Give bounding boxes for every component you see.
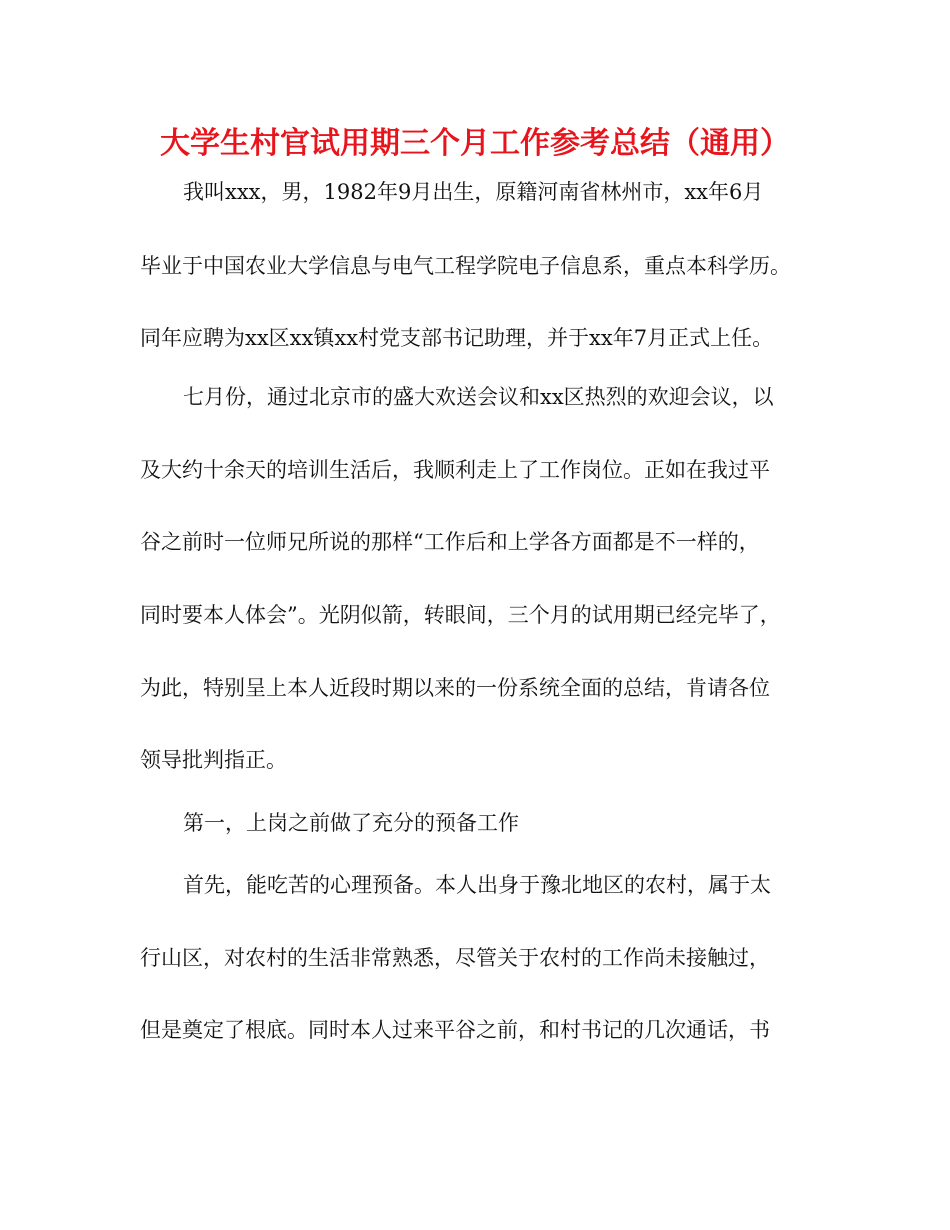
document-title: 大学生村官试用期三个月工作参考总结（通用） <box>160 126 790 161</box>
paragraph-line: 为此，特别呈上本人近段时期以来的一份系统全面的总结，肯请各位 <box>140 676 770 700</box>
paragraph-line: 同年应聘为xx区xx镇xx村党支部书记助理，并于xx年7月正式上任。 <box>140 326 774 350</box>
paragraph-line: 同时要本人体会”。光阴似箭，转眼间，三个月的试用期已经完毕了， <box>140 603 781 627</box>
paragraph-line: 我叫xxx，男，1982年9月出生，原籍河南省林州市，xx年6月 <box>183 180 764 204</box>
paragraph-line: 领导批判指正。 <box>140 748 287 772</box>
paragraph-line: 首先，能吃苦的心理预备。本人出身于豫北地区的农村，属于太 <box>183 873 771 897</box>
paragraph-line: 毕业于中国农业大学信息与电气工程学院电子信息系，重点本科学历。 <box>140 254 791 278</box>
paragraph-line: 行山区，对农村的生活非常熟悉，尽管关于农村的工作尚未接触过， <box>140 946 770 970</box>
section-heading: 第一，上岗之前做了充分的预备工作 <box>183 811 519 835</box>
paragraph-line: 但是奠定了根底。同时本人过来平谷之前，和村书记的几次通话，书 <box>140 1018 770 1042</box>
paragraph-line: 及大约十余天的培训生活后，我顺利走上了工作岗位。正如在我过平 <box>140 458 770 482</box>
paragraph-line: 谷之前时一位师兄所说的那样“工作后和上学各方面都是不一样的， <box>140 530 760 554</box>
paragraph-line: 七月份，通过北京市的盛大欢送会议和xx区热烈的欢迎会议，以 <box>183 385 774 409</box>
